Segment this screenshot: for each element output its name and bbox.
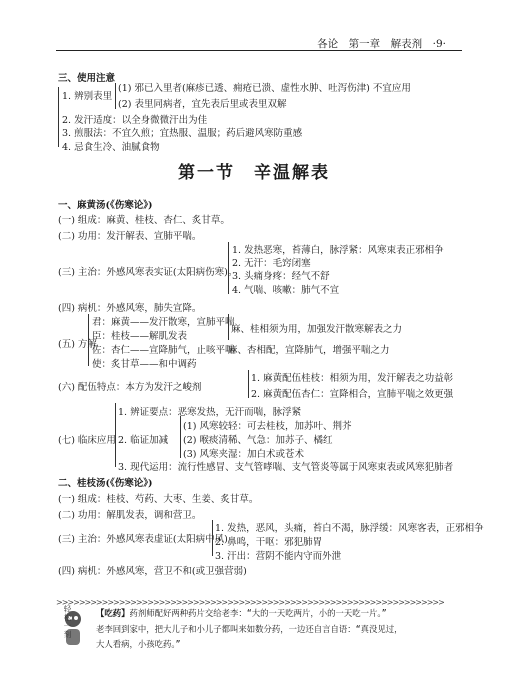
- guizhi-heading: 二、桂枝汤(《伤寒论》): [58, 478, 153, 489]
- modification-2: (2) 喉痰清稀、气急：加苏子、橘红: [183, 435, 333, 446]
- indication-brace: [228, 242, 229, 294]
- compatibility: (六) 配伍特点：本方为发汗之峻剂: [58, 382, 202, 393]
- guizhi-indication-1: 1. 发热，恶风，头痛，苔白不渴，脉浮缓：风寒客表，正邪相争: [215, 523, 484, 534]
- joke-line-1: 药剂师配好两种药片交给老李：“大的一天吃两片，小的一天吃一片。”: [129, 608, 387, 618]
- usage-item-1: 1. 辨别表里: [62, 91, 113, 102]
- formula-jc-brace: [228, 314, 229, 340]
- header-rule: [56, 50, 462, 51]
- guizhi-brace: [212, 520, 213, 556]
- usage-item-1a: (1) 邪已入里者(麻疹已透、痈疮已溃、虚性水肿、吐泻伤津) 不宜应用: [118, 83, 411, 94]
- formula-chen: 臣：桂枝——解肌发表: [92, 331, 188, 342]
- guizhi-indication-3: 3. 汗出：营阴不能内守而外泄: [215, 551, 342, 562]
- guizhi-indication: (三) 主治：外感风寒表虚证(太阳病中风): [58, 534, 228, 545]
- mahuang-composition: (一) 组成：麻黄、桂枝、杏仁、炙甘草。: [58, 215, 230, 226]
- indication-3: 3. 头痛身疼：经气不舒: [232, 271, 330, 282]
- guizhi-indication-2: 2. 鼻鸣，干呕：邪犯肺胃: [215, 537, 323, 548]
- indication-1: 1. 发热恶寒，苔薄白，脉浮紧：风寒束表正邪相争: [232, 245, 444, 256]
- clinical-3: 3. 现代运用：流行性感冒、支气管哮喘、支气管炎等属于风寒束表或风寒犯肺者: [118, 462, 454, 473]
- clinical-1: 1. 辨证要点：恶寒发热，无汗而喘，脉浮紧: [118, 407, 302, 418]
- compat-brace: [248, 370, 249, 398]
- clinical-use: (七) 临床应用: [58, 435, 116, 446]
- modification-3: (3) 风寒夹湿：加白术或苍术: [183, 449, 304, 460]
- divider-arrows: >>>>>>>>>>>>>>>>>>>>>>>>>>>>>>>>>>>>>>>>>>>>>>>>>>>>>>>>>>>>>>>>>>>>: [56, 598, 444, 607]
- compat-1: 1. 麻黄配伍桂枝：相须为用，发汗解表之功益彰: [251, 373, 454, 384]
- indication-2: 2. 无汗：毛窍闭塞: [232, 258, 311, 269]
- usage-heading: 三、使用注意: [58, 73, 116, 84]
- running-header: 各论 第一章 解表剂 ·9·: [317, 38, 446, 50]
- formula-analysis: (五) 方解: [58, 339, 97, 350]
- guizhi-pathogenesis: (四) 病机：外感风寒，营卫不和(或卫强营弱): [58, 566, 247, 577]
- modification-brace: [180, 416, 181, 458]
- side-label: 轻松一刻: [63, 605, 72, 639]
- mahuang-function: (二) 功用：发汗解表、宣肺平喘。: [58, 231, 202, 242]
- modification-1: (1) 风寒较轻：可去桂枝，加苏叶、荆芥: [183, 421, 352, 432]
- usage-sub-brace: [115, 83, 116, 109]
- mahuang-indication: (三) 主治：外感风寒表实证(太阳病伤寒)。: [58, 267, 238, 278]
- formula-shi: 使：炙甘草——和中调药: [92, 359, 197, 370]
- clinical-brace: [115, 403, 116, 467]
- usage-item-3: 3. 煎服法：不宜久煎；宜热服、温服；药后避风寒防重感: [62, 128, 303, 139]
- mahuang-heading: 一、麻黄汤(《伤寒论》): [58, 200, 153, 211]
- formula-zuo: 佐：杏仁——宣降肺气，止咳平喘: [92, 345, 235, 356]
- formula-jun-chen-note: 麻、桂相须为用，加强发汗散寒解表之力: [231, 324, 403, 335]
- mahuang-pathogenesis: (四) 病机：外感风寒，肺失宣降。: [58, 303, 202, 314]
- usage-item-4: 4. 忌食生冷、油腻食物: [62, 142, 160, 153]
- formula-jun: 君：麻黄——发汗散寒，宣肺平喘: [92, 317, 235, 328]
- formula-brace: [88, 314, 89, 366]
- guizhi-function: (二) 功用：解肌发表，调和营卫。: [58, 510, 202, 521]
- indication-4: 4. 气喘、咳嗽：肺气不宣: [232, 285, 340, 296]
- compat-2: 2. 麻黄配伍杏仁：宣降相合，宣肺平喘之效更强: [251, 389, 454, 400]
- section-title: 第一节 辛温解表: [178, 163, 330, 183]
- usage-item-1b: (2) 表里同病者，宜先表后里或表里双解: [118, 99, 287, 110]
- joke-line-2: 老李回到家中，把大儿子和小儿子都叫来如数分药，一边还自言自语：“真没见过，: [96, 624, 403, 634]
- usage-item-2: 2. 发汗适度：以全身微微汗出为佳: [62, 115, 208, 126]
- formula-zuo-note: 麻、杏相配，宣降肺气，增强平喘之力: [228, 345, 390, 356]
- usage-brace: [58, 87, 59, 147]
- clinical-2: 2. 临证加减: [118, 435, 169, 446]
- guizhi-composition: (一) 组成：桂枝、芍药、大枣、生姜、炙甘草。: [58, 494, 259, 505]
- joke-tag: 【吃药】: [96, 608, 130, 618]
- joke-line-3: 大人看病，小孩吃药。”: [96, 639, 181, 649]
